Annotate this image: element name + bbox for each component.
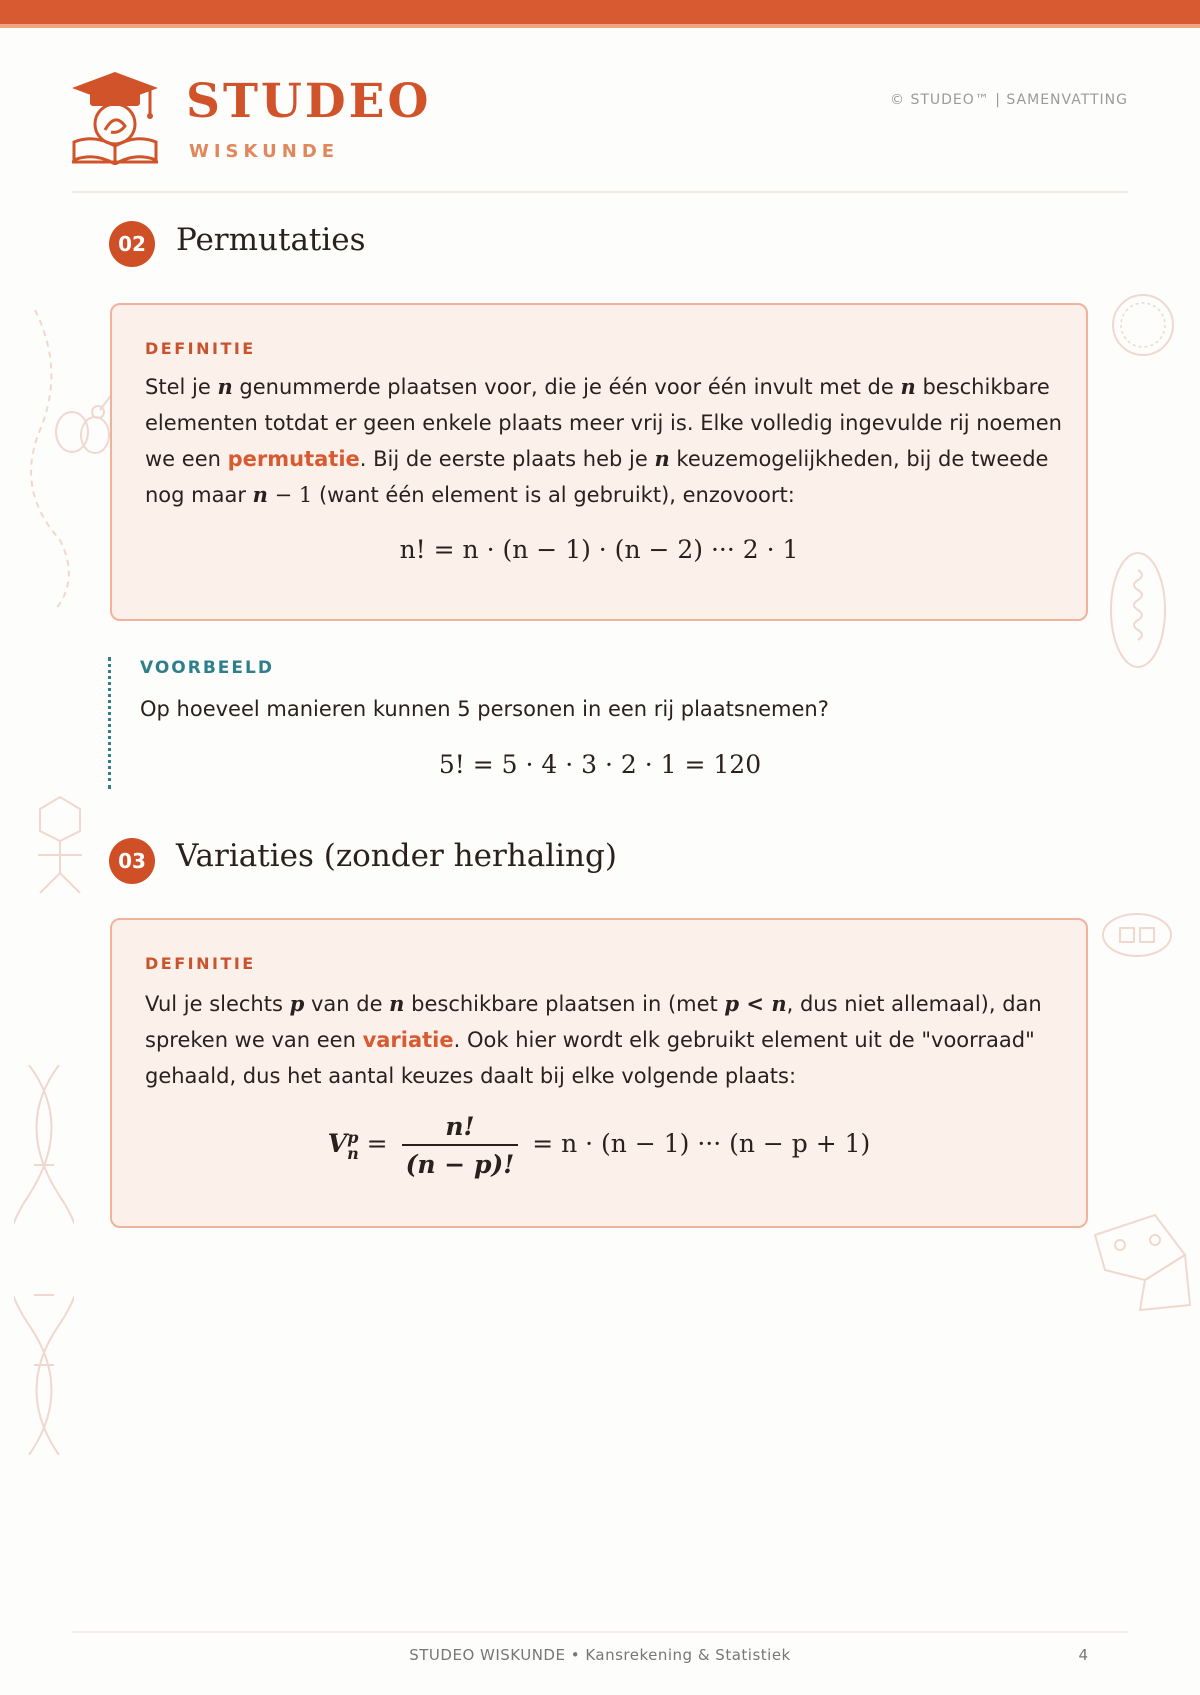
page-number: 4 — [1078, 1646, 1088, 1664]
top-accent-line — [0, 24, 1200, 28]
decorative-stick-figure-icon — [30, 795, 90, 895]
header-divider — [72, 191, 1128, 193]
keyword-permutatie: permutatie — [227, 447, 360, 471]
fraction: $\frac{n!}{(n - p)!}$ — [402, 1112, 519, 1179]
decorative-dna-icon — [14, 1065, 74, 1455]
definition-text: Vul je slechts p van de n beschikbare plaatsen in (met p < n, dus niet allemaal), dan spreken we van een variatie. Ook hier wordt elk gebruikt element uit de "voorraad" gehaald, dus het aantal keuzes daalt bij elke volgende plaats: — [145, 991, 1042, 1088]
definition-label: DEFINITIE — [145, 339, 256, 358]
definition-label: DEFINITIE — [145, 954, 256, 973]
header-meta: © STUDEO™ | SAMENVATTING — [890, 92, 1128, 108]
definition-box-variaties — [110, 918, 1088, 1228]
top-accent-bar — [0, 0, 1200, 24]
keyword-variatie: variatie — [362, 1028, 454, 1052]
footer-text: STUDEO WISKUNDE • Kansrekening & Statistiek — [409, 1646, 791, 1664]
section-title: Variaties (zonder herhaling) — [176, 838, 617, 874]
decorative-cell-icon — [1108, 550, 1168, 670]
decorative-polygon-icon — [1085, 1205, 1195, 1315]
section-title: Permutaties — [176, 222, 366, 258]
example-border — [108, 657, 111, 789]
definition-text: Stel je n genummerde plaatsen voor, die je één voor één invult met de n beschikbare elementen totdat er geen enkele plaats meer vrij is. Elke volledig ingevulde rij noemen we een permutatie. Bij de eerste plaats heb je n keuzemogelijkheden, bij de tweede nog maar n − 1 (want één element is al gebruikt), enzovoort: — [145, 374, 1062, 507]
brand-subject: WISKUNDE — [189, 141, 340, 162]
decorative-molecule-icon — [20, 310, 110, 610]
definition-formula: n! = n · (n − 1) · (n − 2) ··· 2 · 1 — [399, 535, 799, 564]
graduation-cap-book-logo-icon — [70, 70, 160, 165]
variation-formula: V p n = $\frac{n!}{(n - p)!}$ = n · (n − 1) ··· (n − p + 1) — [327, 1112, 871, 1179]
example-formula: 5! = 5 · 4 · 3 · 2 · 1 = 120 — [438, 750, 762, 779]
decorative-capsule-icon — [1100, 910, 1175, 960]
footer-divider — [72, 1631, 1128, 1633]
example-label: VOORBEELD — [140, 658, 274, 678]
section-number-badge: 02 — [109, 221, 155, 267]
section-number-badge: 03 — [109, 838, 155, 884]
decorative-dotted-circle-icon — [1108, 290, 1178, 360]
example-text: Op hoeveel manieren kunnen 5 personen in een rij plaatsnemen? — [140, 697, 829, 721]
brand-name: STUDEO — [186, 74, 432, 129]
definition-box-permutaties — [110, 303, 1088, 621]
